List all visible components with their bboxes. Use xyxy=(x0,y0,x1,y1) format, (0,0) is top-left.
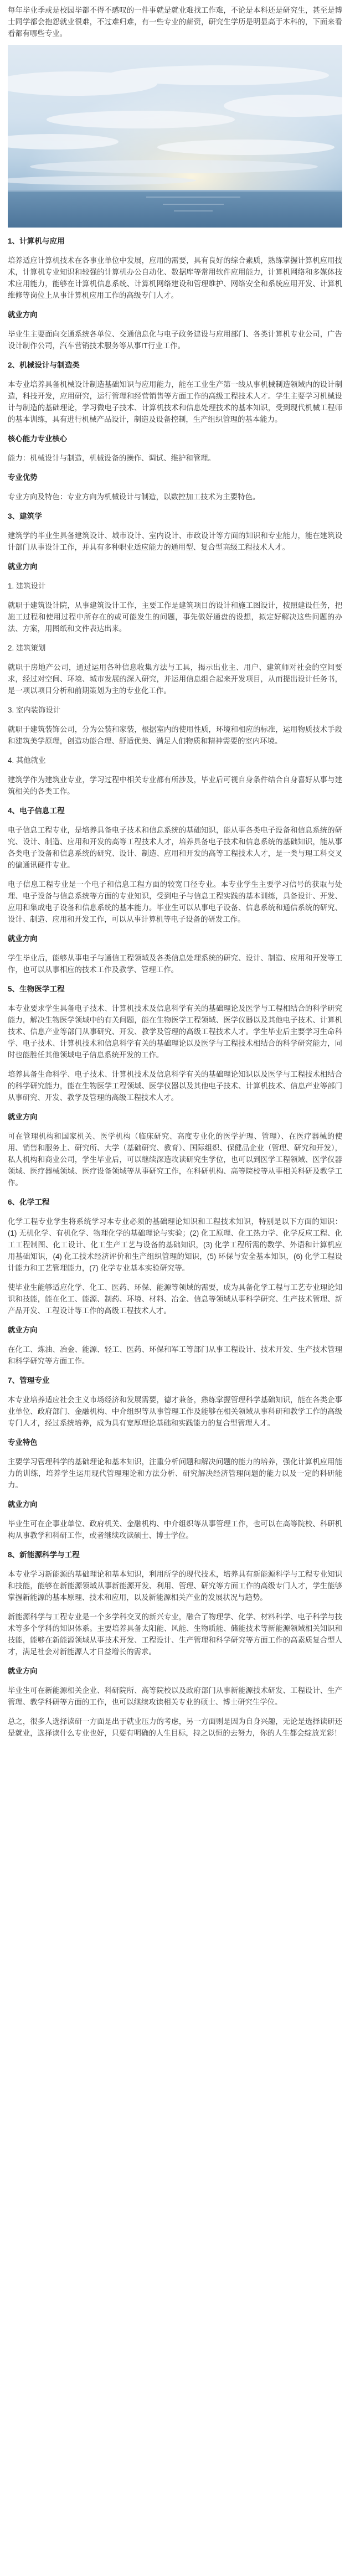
section-subheading: 就业方向 xyxy=(8,1500,38,1509)
section-paragraph: 3. 室内装饰设计 xyxy=(8,706,61,714)
section-paragraph: 学生毕业后，能够从事电子与通信工程领域及各类信息处理系统的研究、设计、制造、应用和开发等工作，也可以从事相应的技术工作及教学、管理工作。 xyxy=(8,954,342,974)
section-paragraph: 毕业生可在新能源相关企业、科研院所、高等院校以及政府部门从事新能源技术研发、工程设计、生产管理、教学科研等方面的工作，也可以继续攻读相关专业的硕士、博士研究生学位。 xyxy=(8,1686,342,1706)
sky-illustration xyxy=(8,45,342,228)
section-paragraph: 4. 其他就业 xyxy=(8,756,46,765)
section-paragraph: 就职于建筑设计院，从事建筑设计工作，主要工作是建筑项目的设计和施工图设计，按照建设任务，把施工过程和使用过程中所存在的或可能发生的问题，事先做好通盘的设想，拟定好解决这些问题的办法、方案，用图纸和文件表达出来。 xyxy=(8,601,342,633)
section-heading: 7、管理专业 xyxy=(8,1376,50,1385)
section-paragraph: 毕业生主要面向交通系统各单位、交通信息化与电子政务建设与应用部门、各类计算机专业公司，广告设计制作公司，汽车营销技术服务等从事IT行业工作。 xyxy=(8,330,342,350)
section-heading: 6、化学工程 xyxy=(8,1198,50,1206)
section-paragraph: 建筑学作为建筑业专业，学习过程中相关专业都有所涉及，毕业后可视自身条件结合自身喜好从事与建筑相关的各类工作。 xyxy=(8,776,342,796)
section-subheading: 专业特色 xyxy=(8,1438,38,1447)
section-subheading: 就业方向 xyxy=(8,562,38,571)
sections-container xyxy=(8,235,342,1708)
sky-photo xyxy=(8,45,342,228)
section-paragraph: 电子信息工程专业，是培养具备电子技术和信息系统的基础知识，能从事各类电子设备和信息系统的研究、设计、制造、应用和开发的高等工程技术人才，培养具备电子技术和信息系统的基础知识，能从事各类电子设备和信息系统的研究、设计、制造、应用和开发的高等工程技术人才，是一类与理工科交叉的偏通讯硬件专业。 xyxy=(8,826,342,869)
closing-paragraph: 总之，很多人选择读研一方面是出于就业压力的考虑，另一方面则是因为自身兴趣，无论是选择读研还是就业，选择读什么专业也好，只要有明确的人生目标，持之以恒的去努力，你的人生都会绽放光彩！ xyxy=(8,1717,342,1737)
section-paragraph: 本专业学习新能源的基础理论和基本知识，利用所学的现代技术，培养具有新能源科学与工程专业知识和技能，能够在新能源领域从事新能源开发、利用、管理、研究等方面工作的高级专门人才，学生能够掌握新能源的基本原理、技术和应用，以及新能源相关产业的发展状况与趋势。 xyxy=(8,1570,342,1602)
section-paragraph: 主要学习管理科学的基础理论和基本知识，注重分析问题和解决问题的能力的培养，强化计算机应用能力的训练，培养学生运用现代管理理论和方法分析、研究解决经济管理问题的能力以及一定的科研能力。 xyxy=(8,1458,342,1489)
section-paragraph: 本专业要求学生具备电子技术、计算机技术及信息科学有关的基础理论及医学与工程相结合的科学研究能力，解决生物医学领域中的有关问题，能在生物医学工程领域、医学仪器以及其他电子技术、计算机技术、信息产业等部门从事研究、开发、教学及管理的高级工程技术人才。学生毕业后主要学习生命科学、电子技术、计算机技术和信息科学有关的基础理论以及医学与工程技术相结合的科学研究能力，同时也能胜任其他领域电子信息系统开发的工作。 xyxy=(8,1004,342,1059)
section-paragraph: 2. 建筑策划 xyxy=(8,644,46,652)
section-subheading: 就业方向 xyxy=(8,1113,38,1121)
section-subheading: 核心能力专业核心 xyxy=(8,435,68,443)
intro-paragraph: 每年毕业季或是校园毕都不得不感叹的一件事就是就业难找工作难，不论是本科还是研究生，甚至是博士同学都会抱怨就业很难，不过难归难，有一些专业的薪资，研究生学历是明显高于本科的，下面来看看都有哪些专业。 xyxy=(8,6,342,38)
section-paragraph: 1. 建筑设计 xyxy=(8,582,46,590)
section-paragraph: 使毕业生能够适应化学、化工、医药、环保、能源等领域的需要，成为具备化学工程与工艺专业理论知识和技能，能在化工、能源、制药、环境、材料、冶金、信息等领域从事科学研究、生产技术管理、新产品开发、工程设计等工作的高级工程技术人才。 xyxy=(8,1283,342,1315)
section-paragraph: 建筑学的毕业生具备建筑设计、城市设计、室内设计、市政设计等方面的知识和专业能力，能在建筑设计部门从事设计工作，并具有多种职业适应能力的通用型、复合型高级工程技术人才。 xyxy=(8,531,342,551)
section-paragraph: 本专业培养具备机械设计制造基础知识与应用能力，能在工业生产第一线从事机械制造领域内的设计制造，科技开发，应用研究，运行管理和经营销售等方面工作的高级工程技术人才。学生主要学习机械设计与制造的基础理论，学习微电子技术、计算机技术和信息处理技术的基本知识，受到现代机械工程师的基本训练，具有进行机械产品设计，制造及设备控制，生产组织管理的基本能力。 xyxy=(8,380,342,424)
section-paragraph: 就职于建筑装饰公司，分为公装和家装，根据室内的使用性质，环境和相应的标准，运用物质技术手段和建筑美学原理，创造功能合理、舒适优美、满足人们物质和精神需要的室内环境。 xyxy=(8,725,342,745)
section-paragraph: 培养适应计算机技术在各事业单位中发展，应用的需要，具有良好的综合素质，熟练掌握计算机应用技术，计算机专业知识和较强的计算机办公自动化、数据库等常用软件应用能力，计算机网络和多媒体技术应用能力，能够在计算机信息系统、计算机网络建设和管理维护、网络安全和系统应用开发、计算机维修等岗位上从事计算机应用工作的高级专门人才。 xyxy=(8,256,342,300)
section-subheading: 就业方向 xyxy=(8,1326,38,1334)
section-heading: 4、电子信息工程 xyxy=(8,807,65,815)
section-paragraph: 专业方向及特色：专业方向为机械设计与制造，以数控加工技术为主要特色。 xyxy=(8,493,260,501)
section-subheading: 就业方向 xyxy=(8,311,38,319)
section-heading: 3、建筑学 xyxy=(8,512,42,520)
section-paragraph: 能力：机械设计与制造，机械设备的操作、调试、维护和管理。 xyxy=(8,454,215,462)
section-heading: 1、计算机与应用 xyxy=(8,237,65,245)
section-paragraph: 毕业生可在企事业单位、政府机关、金融机构、中介组织等从事管理工作，也可以在高等院校、科研机构从事教学和科研工作，或者继续攻读硕士、博士学位。 xyxy=(8,1520,342,1540)
section-heading: 2、机械设计与制造类 xyxy=(8,361,80,369)
section-paragraph: 化学工程专业学生将系统学习本专业必须的基础理论知识和工程技术知识，特别是以下方面的知识：(1) 无机化学、有机化学、物理化学的基础理论与实验；(2) 化工原理、化工热力学、化学反应工程、化工工程制图、化工设计、化工生产工艺与设备的基础知识，(3) 化学工程所需的数学、外语和计算机应用基础知识，(4) 化工技术经济评价和生产组织管理的知识，(5) 环保与安全基本知识，(6) 化学工程设计能力和工艺管理能力，(7) 化学专业基本实验研究等。 xyxy=(8,1217,342,1272)
section-subheading: 专业优势 xyxy=(8,473,38,482)
section-paragraph: 电子信息工程专业是一个电子和信息工程方面的较宽口径专业。本专业学生主要学习信号的获取与处理、电子设备与信息系统等方面的专业知识，受到电子与信息工程实践的基本训练，具备设计、开发、应用和集成电子设备和信息系统的基本能力。毕业生可以从事电子设备、信息系统和通信系统的研究、设计、制造、应用和开发工作，可以从事计算机等电子设备的研发工作。 xyxy=(8,880,342,923)
section-heading: 5、生物医学工程 xyxy=(8,985,65,993)
section-paragraph: 本专业培养适应社会主义市场经济和发展需要，德才兼备，熟练掌握管理科学基础知识，能在各类企事业单位、政府部门、金融机构、中介组织等从事管理工作及能够在相关领域从事科研和教学工作的高级专门人才，经过系统培养，成为具有宽厚理论基础和实践能力的复合型管理人才。 xyxy=(8,1396,342,1427)
section-paragraph: 新能源科学与工程专业是一个多学科交叉的新兴专业，融合了物理学、化学、材料科学、电子科学与技术等多个学科的知识体系。主要培养具备太阳能、风能、生物质能、储能技术等新能源领域相关知识和技能，能够在新能源领域从事技术开发、工程设计、生产管理和科学研究等方面工作的高素质复合型人才，满足社会对新能源人才日益增长的需求。 xyxy=(8,1613,342,1656)
section-paragraph: 就职于房地产公司，通过运用各种信息收集方法与工具，揭示出业主、用户、建筑师对社会的空间要求，经过对空间、环境、城市发展的深入研究，并运用信息组合起来开发项目，从而提出设计任务书，是一项以项目分析和前期策划为主的专业化工作。 xyxy=(8,663,342,695)
section-paragraph: 培养具备生命科学、电子技术、计算机技术及信息科学有关的基础理论知识以及医学与工程技术相结合的科学研究能力，能在生物医学工程领域、医学仪器以及其他电子技术、计算机技术、信息产业等部门从事研究、开发、教学及管理的高级工程技术人才。 xyxy=(8,1070,342,1102)
section-subheading: 就业方向 xyxy=(8,935,38,943)
section-subheading: 就业方向 xyxy=(8,1667,38,1675)
section-heading: 8、新能源科学与工程 xyxy=(8,1551,80,1559)
section-paragraph: 在化工、炼油、冶金、能源、轻工、医药、环保和军工等部门从事工程设计、技术开发、生产技术管理和科学研究等方面工作。 xyxy=(8,1345,342,1365)
section-paragraph: 可在管理机构和国家机关、医学机构（临床研究、高度专业化的医学护理、管理）、在医疗器械的使用、销售和服务上、研究所、大学（基础研究、教育）、国际组织、保健品企业（管理、研究和开发），私人机构和商业公司，学生毕业后，可以继续深造攻读研究生学位，也可以到医学工程领域、医学仪器领域、医疗器械领域、医疗设备领域等从事研究工作，在科研机构、高等院校等从事相关科研及教学工作。 xyxy=(8,1132,342,1187)
